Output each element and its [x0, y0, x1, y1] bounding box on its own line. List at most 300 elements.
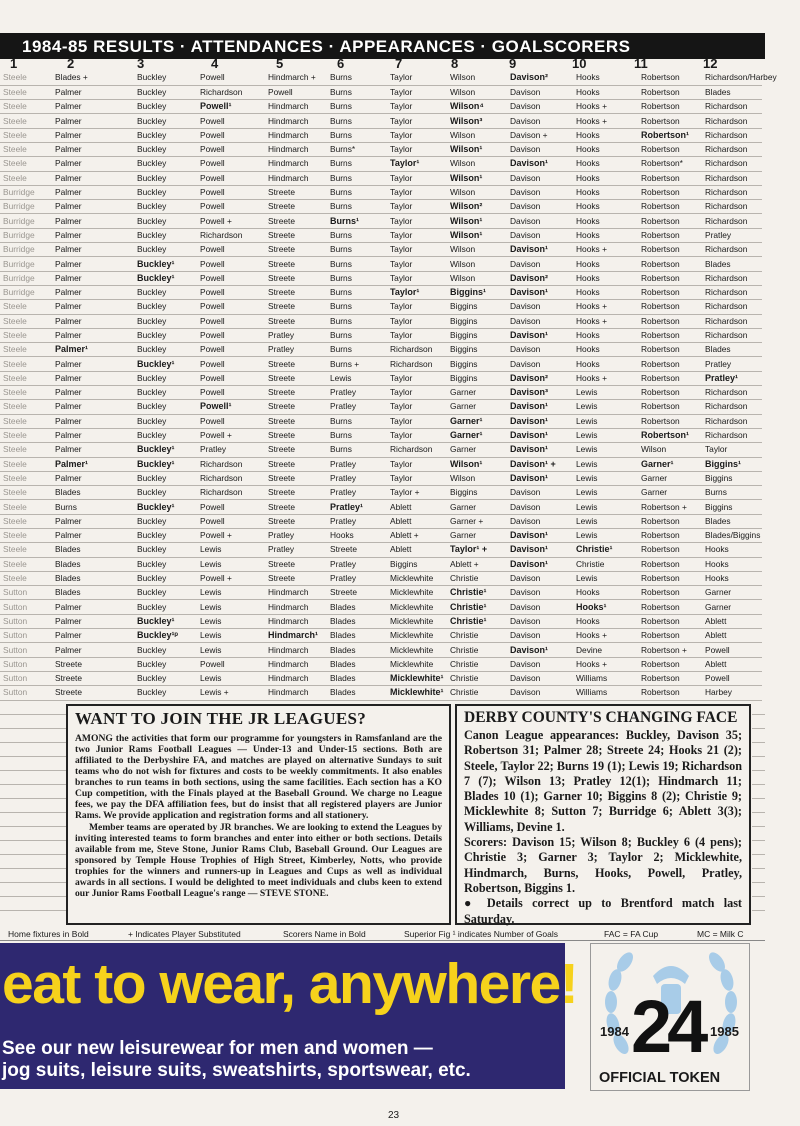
table-cell: Powell [200, 414, 268, 428]
table-cell: Powell [200, 328, 268, 342]
table-cell: Hindmarch [268, 142, 330, 156]
table-cell: Blades [55, 571, 137, 585]
table-cell: Buckley¹ [137, 443, 200, 457]
table-row [0, 371, 762, 385]
table-cell: Hooks + [576, 371, 641, 385]
table-cell: Robertson [641, 285, 705, 299]
table-cell: Lewis [200, 557, 268, 571]
table-cell: Palmer [55, 171, 137, 185]
table-cell: Streete [55, 686, 137, 700]
table-cell: Davison¹ [510, 557, 576, 571]
table-cell: Lewis [576, 471, 641, 485]
table-cell: Hindmarch [268, 600, 330, 614]
table-cell: Palmer¹ [55, 457, 137, 471]
table-row [0, 428, 762, 442]
table-cell: Lewis [200, 543, 268, 557]
table-cell: Taylor [390, 185, 450, 199]
table-cell: Pratley [268, 529, 330, 543]
table-cell: Streete [268, 357, 330, 371]
table-cell: Burridge [0, 200, 55, 214]
table-cell: Palmer [55, 371, 137, 385]
table-cell: Lewis [576, 529, 641, 543]
table-cell: Steele [0, 557, 55, 571]
table-row [0, 314, 762, 328]
table-cell: Palmer [55, 271, 137, 285]
table-cell: Taylor [390, 228, 450, 242]
table-cell: Pratley [705, 228, 762, 242]
table-row [0, 171, 762, 185]
page-title: 1984-85 RESULTS · ATTENDANCES · APPEARANCES · GOALSCORERS [22, 37, 631, 56]
table-cell: Pratley¹ [705, 371, 762, 385]
table-cell: Robertson¹ [641, 428, 705, 442]
table-cell: Streete [268, 386, 330, 400]
table-cell: Steele [0, 471, 55, 485]
table-row [0, 114, 762, 128]
table-cell: Biggins¹ [450, 285, 510, 299]
table-cell: Biggins [450, 314, 510, 328]
table-cell: Streete [268, 486, 330, 500]
table-cell: Wilson [450, 185, 510, 199]
table-cell: Taylor¹ [390, 285, 450, 299]
table-cell: Davison [510, 614, 576, 628]
table-row [0, 228, 762, 242]
legend-fac: FAC = FA Cup [604, 929, 659, 939]
table-cell: Burns [330, 200, 390, 214]
table-cell: Davison [510, 257, 576, 271]
table-cell: Steele [0, 386, 55, 400]
table-cell: Burridge [0, 257, 55, 271]
table-cell: Hooks [576, 200, 641, 214]
table-cell: Blades [705, 85, 762, 99]
table-cell: Streete [330, 586, 390, 600]
table-cell: Christie¹ [450, 600, 510, 614]
table-cell: Micklewhite [390, 629, 450, 643]
table-cell: Taylor [390, 214, 450, 228]
table-cell: Powell + [200, 214, 268, 228]
table-cell: Richardson [200, 471, 268, 485]
table-cell: Hooks [576, 128, 641, 142]
table-cell: Davison¹ [510, 471, 576, 485]
table-cell: Powell [200, 300, 268, 314]
table-cell: Robertson [641, 257, 705, 271]
table-cell: Palmer [55, 100, 137, 114]
table-cell: Palmer [55, 629, 137, 643]
token-year-start: 1984 [600, 1024, 629, 1039]
table-cell: Robertson [641, 343, 705, 357]
table-cell: Powell [200, 185, 268, 199]
table-cell: Hooks + [576, 100, 641, 114]
table-cell: Lewis [576, 443, 641, 457]
table-cell: Burns [330, 314, 390, 328]
table-cell: Lewis [576, 500, 641, 514]
table-cell: Hindmarch [268, 686, 330, 700]
table-cell: Sutton [0, 671, 55, 685]
table-cell: Davison¹ [510, 157, 576, 171]
table-cell: Burns [55, 500, 137, 514]
table-cell: Hindmarch + [268, 71, 330, 85]
table-cell: Wilson¹ [450, 142, 510, 156]
table-cell: Steele [0, 85, 55, 99]
table-cell: Steele [0, 428, 55, 442]
table-cell: Robertson + [641, 643, 705, 657]
table-cell: Buckley [137, 285, 200, 299]
table-cell: Davison [510, 657, 576, 671]
column-number: 7 [395, 56, 403, 71]
table-cell: Buckley [137, 185, 200, 199]
table-cell: Micklewhite [390, 586, 450, 600]
table-cell: Buckley [137, 486, 200, 500]
table-cell: Taylor [390, 85, 450, 99]
table-cell: Davison¹ [510, 543, 576, 557]
table-cell: Hindmarch [268, 657, 330, 671]
table-cell: Burns [330, 443, 390, 457]
table-cell: Micklewhite [390, 600, 450, 614]
table-cell: Palmer [55, 328, 137, 342]
table-row [0, 614, 762, 628]
changing-face-title: DERBY COUNTY'S CHANGING FACE [464, 709, 738, 726]
table-cell: Richardson [200, 486, 268, 500]
table-cell: Buckley [137, 228, 200, 242]
table-cell: Burns [330, 257, 390, 271]
table-cell: Davison² [510, 271, 576, 285]
table-cell: Burridge [0, 228, 55, 242]
table-cell: Steele [0, 300, 55, 314]
table-cell: Burridge [0, 185, 55, 199]
table-cell: Buckley [137, 543, 200, 557]
table-cell: Blades [55, 543, 137, 557]
table-cell: Richardson/Harbey [705, 71, 762, 85]
table-row [0, 600, 762, 614]
table-cell: Wilson² [450, 200, 510, 214]
table-cell: Burridge [0, 214, 55, 228]
table-cell: Robertson [641, 629, 705, 643]
table-cell: Blades [330, 643, 390, 657]
table-cell: Taylor [390, 171, 450, 185]
table-cell: Wilson [450, 243, 510, 257]
table-cell: Biggins [705, 500, 762, 514]
table-cell: Hooks [576, 71, 641, 85]
column-number: 11 [634, 56, 648, 71]
table-cell: Streete [268, 300, 330, 314]
table-cell: Palmer [55, 185, 137, 199]
table-cell: Steele [0, 457, 55, 471]
table-row [0, 543, 762, 557]
table-cell: Micklewhite [390, 614, 450, 628]
table-row [0, 443, 762, 457]
table-cell: Davison¹ [510, 428, 576, 442]
table-cell: Buckley [137, 114, 200, 128]
table-cell: Davison [510, 571, 576, 585]
table-cell: Davison [510, 300, 576, 314]
table-cell: Burridge [0, 243, 55, 257]
table-cell: Powell + [200, 529, 268, 543]
table-row [0, 643, 762, 657]
table-cell: Wilson¹ [450, 457, 510, 471]
table-cell: Powell [200, 371, 268, 385]
table-cell: Sutton [0, 643, 55, 657]
table-cell: Burns [330, 328, 390, 342]
table-cell: Powell [200, 257, 268, 271]
table-cell: Blades [55, 557, 137, 571]
table-cell: Robertson [641, 600, 705, 614]
table-cell: Burns [330, 428, 390, 442]
table-cell: Powell [705, 643, 762, 657]
table-cell: Steele [0, 486, 55, 500]
column-number: 6 [337, 56, 345, 71]
table-cell: Davison [510, 671, 576, 685]
table-row [0, 257, 762, 271]
table-cell: Garner [641, 471, 705, 485]
table-cell: Robertson [641, 200, 705, 214]
table-cell: Palmer [55, 529, 137, 543]
table-cell: Buckley [137, 171, 200, 185]
table-row [0, 457, 762, 471]
table-cell: Davison [510, 200, 576, 214]
table-cell: Hooks [576, 185, 641, 199]
table-cell: Lewis [200, 614, 268, 628]
table-row [0, 142, 762, 156]
table-cell: Richardson [705, 243, 762, 257]
table-cell: Robertson [641, 371, 705, 385]
table-cell: Powell [200, 386, 268, 400]
table-cell: Palmer [55, 128, 137, 142]
table-cell: Robertson [641, 657, 705, 671]
table-cell: Steele [0, 100, 55, 114]
table-cell: Steele [0, 514, 55, 528]
table-cell: Taylor [390, 243, 450, 257]
table-cell: Pratley [705, 357, 762, 371]
table-cell: Harbey [705, 686, 762, 700]
table-cell: Robertson [641, 300, 705, 314]
table-cell: Micklewhite [390, 643, 450, 657]
table-cell: Buckley [137, 643, 200, 657]
table-cell: Burns [330, 114, 390, 128]
table-cell: Steele [0, 357, 55, 371]
table-cell: Micklewhite [390, 571, 450, 585]
table-cell: Pratley [330, 457, 390, 471]
table-cell: Lewis [200, 643, 268, 657]
table-cell: Streete [55, 671, 137, 685]
table-cell: Streete [268, 414, 330, 428]
table-cell: Hooks [576, 257, 641, 271]
table-cell: Palmer [55, 614, 137, 628]
table-cell: Burns¹ [330, 214, 390, 228]
table-cell: Blades [55, 586, 137, 600]
table-cell: Lewis [576, 571, 641, 585]
table-cell: Lewis [200, 586, 268, 600]
table-cell: Buckley [137, 557, 200, 571]
table-row [0, 657, 762, 671]
table-cell: Buckley [137, 85, 200, 99]
table-cell: Taylor [390, 200, 450, 214]
table-cell: Blades [55, 486, 137, 500]
table-row [0, 557, 762, 571]
table-cell: Taylor [390, 114, 450, 128]
table-cell: Buckley [137, 428, 200, 442]
table-cell: Richardson [705, 414, 762, 428]
table-row [0, 100, 762, 114]
table-row [0, 586, 762, 600]
table-cell: Buckley [137, 671, 200, 685]
table-cell: Taylor¹ [390, 157, 450, 171]
table-cell: Robertson [641, 114, 705, 128]
table-row [0, 386, 762, 400]
table-cell: Davison [510, 171, 576, 185]
table-cell: Palmer [55, 257, 137, 271]
table-cell: Burns* [330, 142, 390, 156]
table-cell: Steele [0, 500, 55, 514]
table-row [0, 128, 762, 142]
table-cell: Richardson [705, 328, 762, 342]
table-row [0, 414, 762, 428]
table-cell: Burns [330, 100, 390, 114]
table-cell: Biggins [450, 300, 510, 314]
table-row [0, 157, 762, 171]
table-cell: Taylor [390, 328, 450, 342]
table-row [0, 571, 762, 585]
table-cell: Palmer [55, 114, 137, 128]
table-cell: Streete [268, 228, 330, 242]
table-cell: Powell [200, 357, 268, 371]
table-cell: Robertson [641, 514, 705, 528]
table-cell: Hooks + [576, 657, 641, 671]
table-cell: Hooks [576, 586, 641, 600]
table-cell: Davison¹ [510, 529, 576, 543]
table-cell: Davison [510, 686, 576, 700]
table-cell: Richardson [705, 314, 762, 328]
table-cell: Buckley [137, 386, 200, 400]
table-cell: Robertson [641, 314, 705, 328]
table-row [0, 471, 762, 485]
table-cell: Hooks¹ [576, 600, 641, 614]
legend-scorers: Scorers Name in Bold [283, 929, 366, 939]
table-cell: Richardson [200, 85, 268, 99]
table-cell: Richardson [705, 300, 762, 314]
table-cell: Hindmarch [268, 171, 330, 185]
table-cell: Buckley¹ [137, 271, 200, 285]
table-cell: Pratley [330, 400, 390, 414]
table-cell: Davison [510, 100, 576, 114]
table-cell: Steele [0, 571, 55, 585]
table-row [0, 400, 762, 414]
table-cell: Burns [330, 343, 390, 357]
table-cell: Buckley [137, 414, 200, 428]
table-cell: Burns [705, 486, 762, 500]
table-cell: Streete [268, 285, 330, 299]
table-cell: Hindmarch [268, 128, 330, 142]
table-cell: Richardson [705, 128, 762, 142]
table-cell: Streete [268, 200, 330, 214]
table-cell: Steele [0, 414, 55, 428]
table-cell: Hooks [576, 171, 641, 185]
table-cell: Biggins¹ [705, 457, 762, 471]
table-cell: Robertson [641, 328, 705, 342]
table-cell: Hooks [705, 557, 762, 571]
table-cell: Richardson [390, 443, 450, 457]
table-cell: Hooks [576, 85, 641, 99]
table-cell: Hooks + [576, 629, 641, 643]
table-cell: Hindmarch [268, 100, 330, 114]
table-cell: Burns [330, 85, 390, 99]
table-cell: Buckley [137, 371, 200, 385]
table-cell: Buckley [137, 686, 200, 700]
table-cell: Robertson [641, 543, 705, 557]
table-cell: Robertson [641, 557, 705, 571]
table-cell: Palmer [55, 414, 137, 428]
table-row [0, 514, 762, 528]
table-cell: Davison [510, 586, 576, 600]
table-cell: Lewis [576, 386, 641, 400]
table-row [0, 71, 762, 85]
table-cell: Powell [200, 71, 268, 85]
table-cell: Robertson [641, 529, 705, 543]
table-cell: Hooks [576, 142, 641, 156]
table-cell: Palmer [55, 85, 137, 99]
table-row [0, 300, 762, 314]
table-cell: Sutton [0, 657, 55, 671]
table-cell: Robertson [641, 586, 705, 600]
table-cell: Davison¹ [510, 285, 576, 299]
table-cell: Christie [450, 657, 510, 671]
table-cell: Palmer [55, 285, 137, 299]
table-row [0, 629, 762, 643]
table-cell: Pratley [330, 571, 390, 585]
table-cell: Burridge [0, 271, 55, 285]
table-cell: Robertson [641, 386, 705, 400]
table-cell: Burns [330, 171, 390, 185]
table-cell: Biggins [450, 357, 510, 371]
table-cell: Wilson⁴ [450, 100, 510, 114]
table-cell: Burns [330, 414, 390, 428]
table-cell: Davison [510, 486, 576, 500]
table-row [0, 285, 762, 299]
table-cell: Buckley [137, 200, 200, 214]
table-row [0, 671, 762, 685]
table-cell: Richardson [705, 386, 762, 400]
table-cell: Garner¹ [450, 428, 510, 442]
table-cell: Pratley¹ [330, 500, 390, 514]
table-cell: Taylor¹ + [450, 543, 510, 557]
table-cell: Biggins [450, 343, 510, 357]
table-cell: Burns [330, 243, 390, 257]
table-cell: Palmer [55, 357, 137, 371]
table-cell: Robertson [641, 271, 705, 285]
table-cell: Lewis [576, 514, 641, 528]
scorers-text: Scorers: Davison 15; Wilson 8; Buckley 6 (4 pens); Christie 3; Garner 3; Taylor 2; Micklewhite, Hindmarch, Burns, Hooks, Powell, Pratley, Robertson, Biggins 1. [464, 835, 742, 895]
table-cell: Burns [330, 300, 390, 314]
table-cell: Robertson [641, 85, 705, 99]
table-cell: Lewis [200, 600, 268, 614]
table-cell: Hooks [705, 571, 762, 585]
table-cell: Richardson [390, 357, 450, 371]
table-cell: Buckley [137, 600, 200, 614]
table-cell: Lewis + [200, 686, 268, 700]
table-cell: Davison [510, 500, 576, 514]
page-title-banner [0, 33, 765, 59]
table-cell: Robertson [641, 686, 705, 700]
table-cell: Palmer [55, 214, 137, 228]
table-cell: Buckley [137, 243, 200, 257]
table-cell: Hooks [705, 543, 762, 557]
table-cell: Blades [330, 629, 390, 643]
table-cell: Christie [450, 629, 510, 643]
table-cell: Palmer [55, 428, 137, 442]
table-cell: Ablett [390, 543, 450, 557]
table-cell: Wilson¹ [450, 228, 510, 242]
table-cell: Buckley¹ [137, 257, 200, 271]
table-cell: Davison [510, 357, 576, 371]
table-cell: Robertson [641, 414, 705, 428]
